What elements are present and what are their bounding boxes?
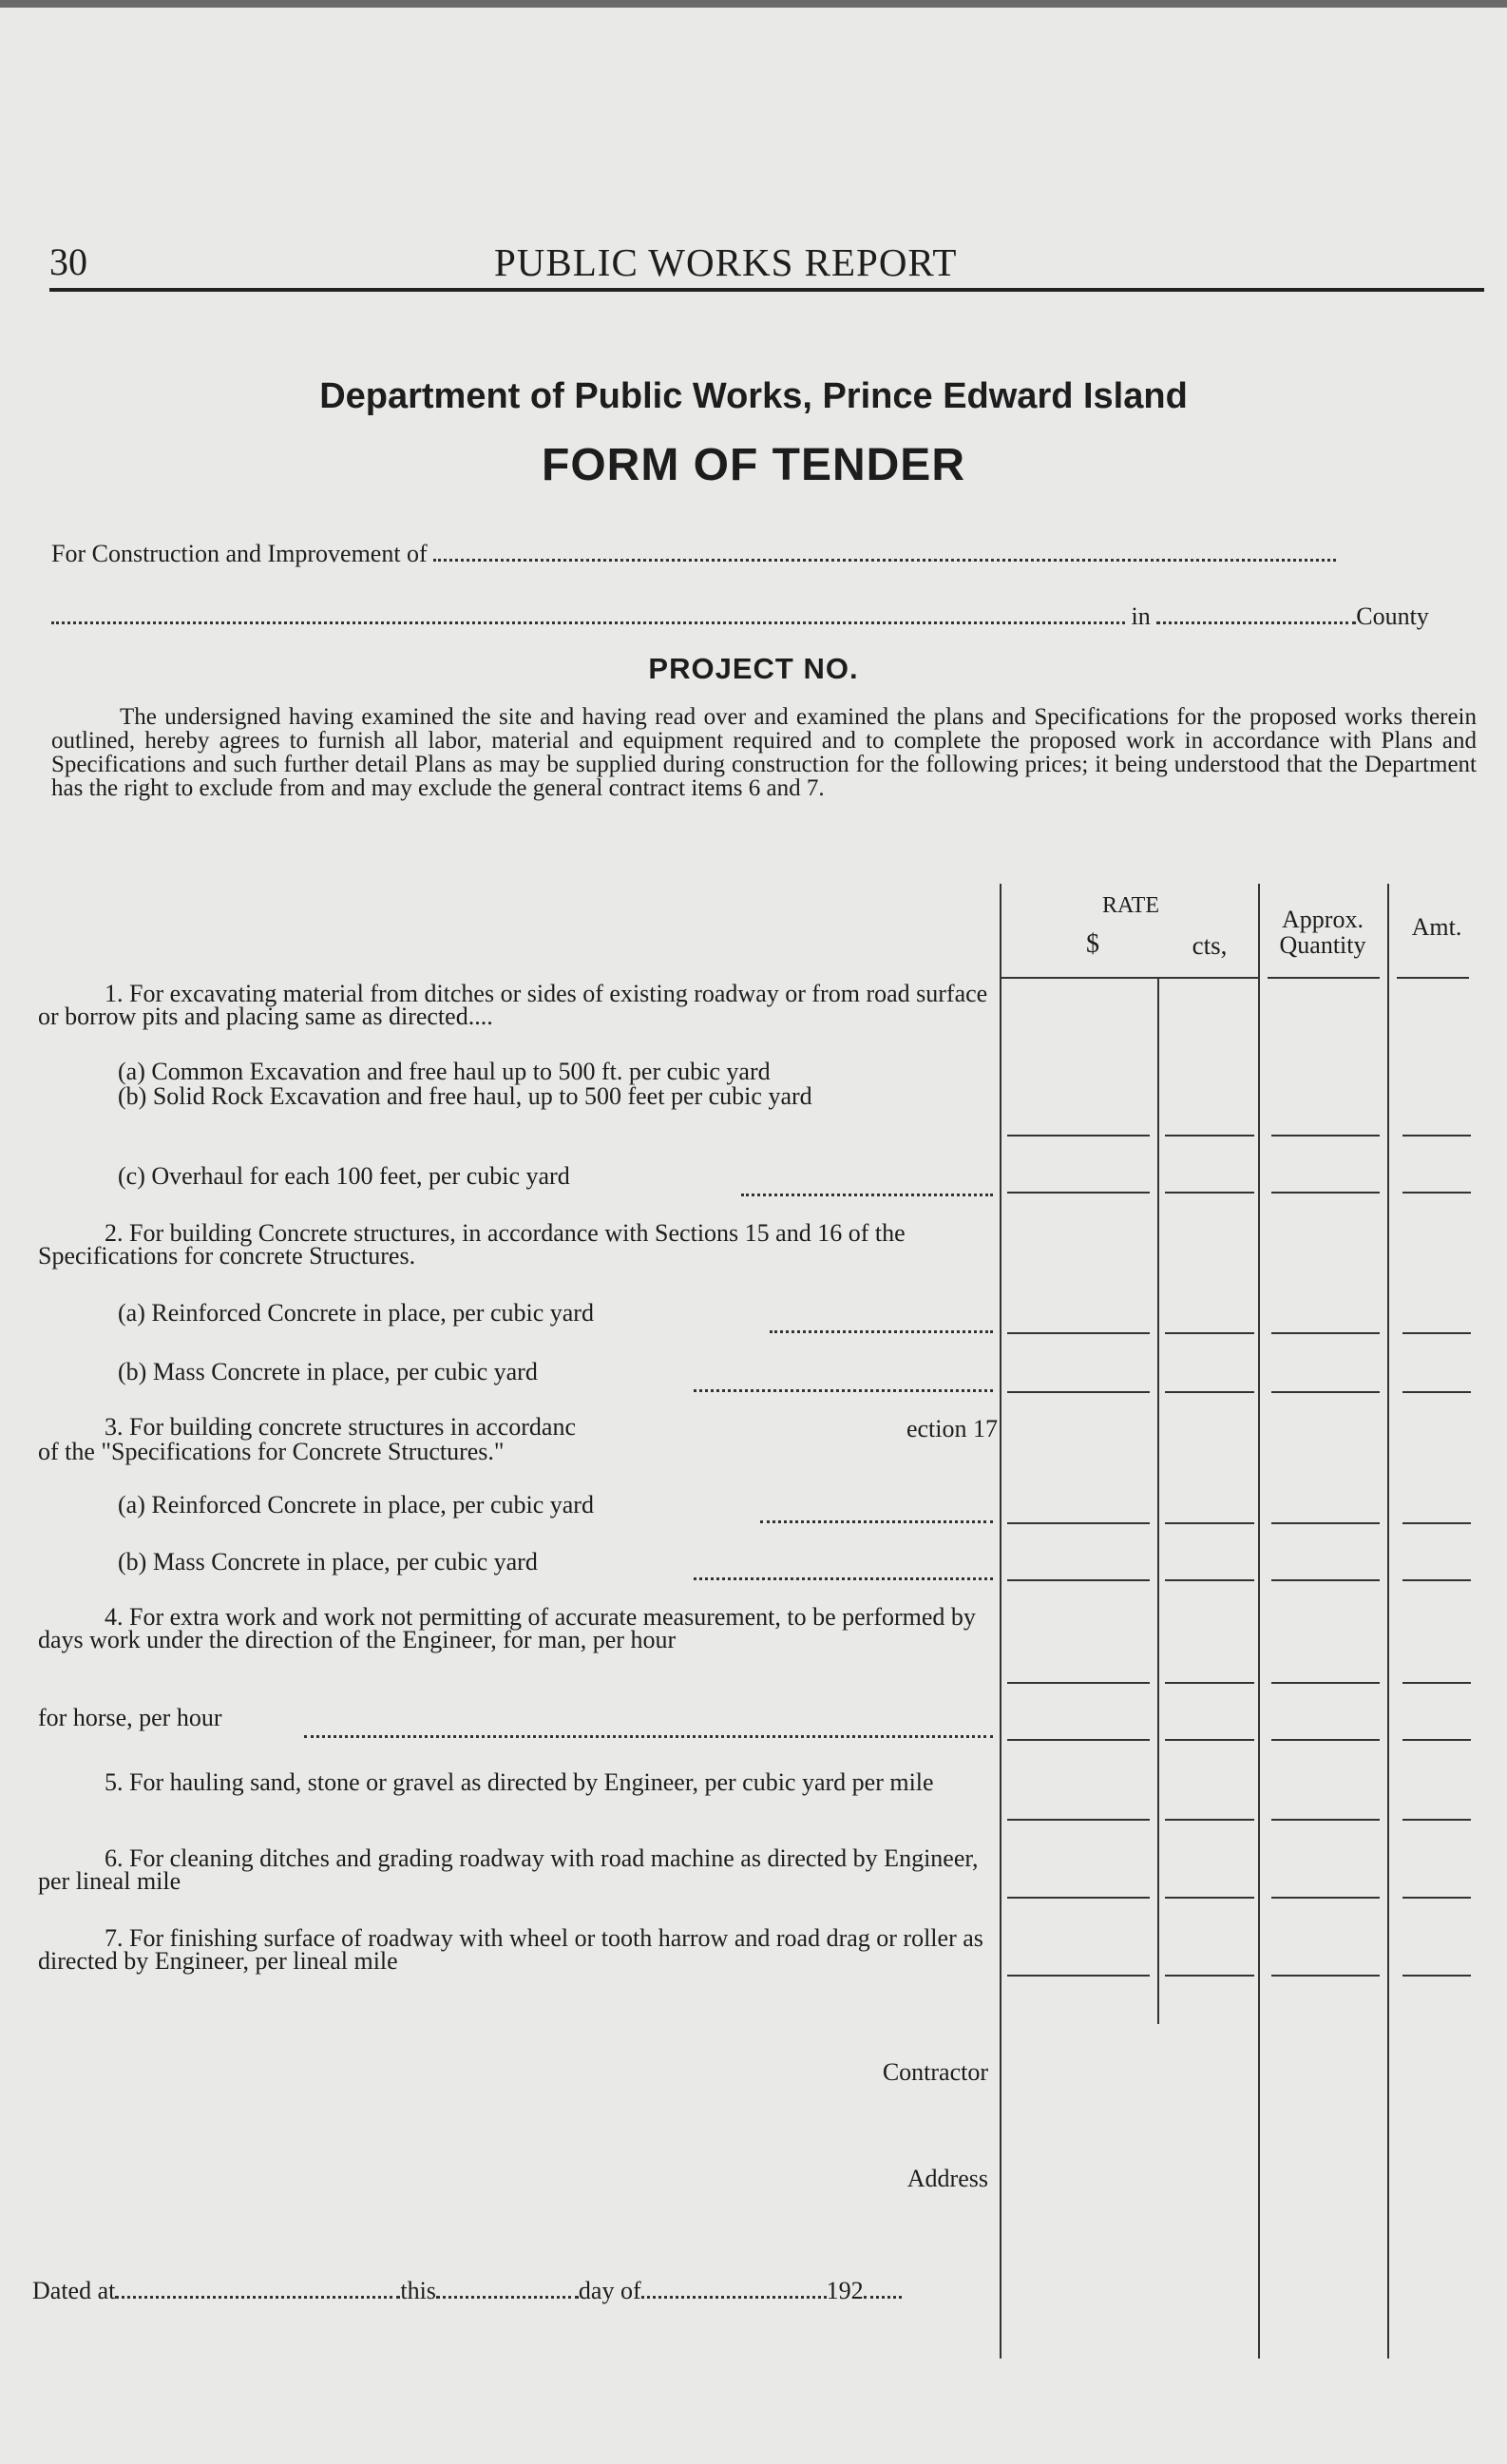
form-title: FORM OF TENDER bbox=[542, 440, 965, 490]
row-6-dollars-blank[interactable] bbox=[1007, 1897, 1150, 1899]
row-1c-cents-blank[interactable] bbox=[1165, 1192, 1254, 1194]
row-3b-quantity-blank[interactable] bbox=[1271, 1579, 1380, 1581]
location-blank[interactable] bbox=[51, 602, 1125, 624]
quantity-header-rule bbox=[1268, 977, 1380, 979]
item-2a: (a) Reinforced Concrete in place, per cubic yard bbox=[118, 1299, 594, 1327]
day-of-label: day of bbox=[578, 2277, 641, 2304]
approx-header-line-2: Quantity bbox=[1279, 931, 1366, 959]
approx-header bbox=[1260, 907, 1385, 958]
item-1a: (a) Common Excavation and free haul up to 500 ft. per cubic yard bbox=[118, 1058, 771, 1085]
item-3-section: ection 17 bbox=[906, 1415, 998, 1442]
item-1b: (b) Solid Rock Excavation and free haul, up to 500 feet per cubic yard bbox=[118, 1082, 812, 1110]
row-3b-dollars-blank[interactable] bbox=[1007, 1579, 1150, 1581]
rate-header-rule bbox=[1001, 977, 1258, 979]
row-3a-quantity-blank[interactable] bbox=[1271, 1522, 1380, 1524]
row-2b-dollars-blank[interactable] bbox=[1007, 1391, 1150, 1393]
row-4b-cents-blank[interactable] bbox=[1165, 1739, 1254, 1741]
row-1c-quantity-blank[interactable] bbox=[1271, 1192, 1380, 1194]
quantity-column-right-rule bbox=[1387, 884, 1389, 2359]
location-line bbox=[51, 602, 1429, 631]
item-3: 3. For building concrete structures in accordanc bbox=[105, 1413, 576, 1441]
row-7-cents-blank[interactable] bbox=[1165, 1975, 1254, 1977]
row-4-dollars-blank[interactable] bbox=[1007, 1682, 1150, 1684]
row-1c-dollars-blank[interactable] bbox=[1007, 1192, 1150, 1194]
in-label: in bbox=[1131, 602, 1151, 630]
row-2a-amount-blank[interactable] bbox=[1402, 1332, 1471, 1334]
item-7: 7. For finishing surface of roadway with wheel or tooth harrow and road drag or roller as directed by Engineer, per lineal mile bbox=[38, 1924, 983, 1975]
row-4b-quantity-blank[interactable] bbox=[1271, 1739, 1380, 1741]
row-3a-cents-blank[interactable] bbox=[1165, 1522, 1254, 1524]
item-5: 5. For hauling sand, stone or gravel as directed by Engineer, per cubic yard per mile bbox=[105, 1768, 934, 1796]
row-4b-dollars-blank[interactable] bbox=[1007, 1739, 1150, 1741]
item-2b-leader bbox=[694, 1389, 993, 1392]
item-4b-leader bbox=[304, 1735, 993, 1738]
row-7-amount-blank[interactable] bbox=[1402, 1975, 1471, 1977]
item-4: 4. For extra work and work not permitting of accurate measurement, to be performed by days work under the direction of the Engineer, for man, per hour bbox=[38, 1603, 976, 1653]
row-5-amount-blank[interactable] bbox=[1402, 1819, 1471, 1821]
cents-header: cts, bbox=[1192, 931, 1228, 960]
row-4-quantity-blank[interactable] bbox=[1271, 1682, 1380, 1684]
item-2a-leader bbox=[770, 1330, 993, 1333]
dated-line bbox=[32, 2277, 902, 2305]
row-6-cents-blank[interactable] bbox=[1165, 1897, 1254, 1899]
for-construction-label: For Construction and Improvement of bbox=[51, 540, 428, 567]
year-label: 192 bbox=[826, 2277, 864, 2304]
county-label: County bbox=[1356, 602, 1429, 630]
row-3a-dollars-blank[interactable] bbox=[1007, 1522, 1150, 1524]
row-2b-amount-blank[interactable] bbox=[1402, 1391, 1471, 1393]
row-2b-quantity-blank[interactable] bbox=[1271, 1391, 1380, 1393]
row-2b-cents-blank[interactable] bbox=[1165, 1391, 1254, 1393]
row-6-quantity-blank[interactable] bbox=[1271, 1897, 1380, 1899]
item-2b: (b) Mass Concrete in place, per cubic yard bbox=[118, 1358, 538, 1385]
rate-header: RATE bbox=[1102, 893, 1159, 918]
row-4-cents-blank[interactable] bbox=[1165, 1682, 1254, 1684]
this-label: this bbox=[400, 2277, 436, 2304]
row-5-cents-blank[interactable] bbox=[1165, 1819, 1254, 1821]
address-label: Address bbox=[906, 2165, 988, 2192]
project-number-label: PROJECT NO. bbox=[648, 652, 859, 685]
approx-header-line-1: Approx. bbox=[1282, 906, 1364, 933]
row-5-quantity-blank[interactable] bbox=[1271, 1819, 1380, 1821]
project-name-blank[interactable] bbox=[433, 540, 1336, 562]
row-3b-cents-blank[interactable] bbox=[1165, 1579, 1254, 1581]
row-5-dollars-blank[interactable] bbox=[1007, 1819, 1150, 1821]
rate-column-left-rule bbox=[1000, 884, 1001, 2359]
month-blank[interactable] bbox=[641, 2277, 827, 2299]
day-blank[interactable] bbox=[436, 2277, 579, 2299]
item-3b-leader bbox=[694, 1577, 993, 1580]
row-1b-quantity-blank[interactable] bbox=[1271, 1135, 1380, 1136]
for-construction-line bbox=[51, 540, 1336, 568]
row-7-quantity-blank[interactable] bbox=[1271, 1975, 1380, 1977]
intro-paragraph: The undersigned having examined the site and having read over and examined the plans and Specifications for the proposed works therein outlined, hereby agrees to furnish all labor, material and equipment required and to complete the proposed work in accordance with Plans and Specifications and such further detail Plans as may be supplied during construction for the following prices; it being understood that the Department has the right to exclude from and may exclude the general contract items 6 and 7. bbox=[51, 704, 1477, 801]
dated-at-blank[interactable] bbox=[115, 2277, 400, 2299]
department-heading: Department of Public Works, Prince Edward Island bbox=[319, 376, 1188, 416]
amount-header-rule bbox=[1397, 977, 1469, 979]
dated-at-label: Dated at bbox=[32, 2277, 116, 2304]
row-2a-dollars-blank[interactable] bbox=[1007, 1332, 1150, 1334]
row-1b-dollars-blank[interactable] bbox=[1007, 1135, 1150, 1136]
amount-header: Amt. bbox=[1411, 913, 1462, 941]
running-title: PUBLIC WORKS REPORT bbox=[494, 240, 958, 284]
page-top-edge bbox=[0, 0, 1507, 8]
row-1b-amount-blank[interactable] bbox=[1402, 1135, 1471, 1136]
dollars-cents-divider bbox=[1157, 979, 1159, 2024]
contractor-label: Contractor bbox=[882, 2058, 988, 2086]
row-6-amount-blank[interactable] bbox=[1402, 1897, 1471, 1899]
county-blank[interactable] bbox=[1156, 602, 1356, 624]
year-blank[interactable] bbox=[864, 2277, 902, 2299]
item-3a: (a) Reinforced Concrete in place, per cubic yard bbox=[118, 1491, 594, 1519]
item-4b: for horse, per hour bbox=[38, 1704, 222, 1731]
item-3-continuation: of the "Specifications for Concrete Structures." bbox=[38, 1438, 505, 1465]
row-2a-cents-blank[interactable] bbox=[1165, 1332, 1254, 1334]
row-2a-quantity-blank[interactable] bbox=[1271, 1332, 1380, 1334]
dollars-header: $ bbox=[1086, 929, 1099, 959]
item-2: 2. For building Concrete structures, in accordance with Sections 15 and 16 of the Specifications for concrete Structures. bbox=[38, 1219, 906, 1270]
item-1c: (c) Overhaul for each 100 feet, per cubic yard bbox=[118, 1162, 570, 1190]
item-1c-leader bbox=[741, 1194, 993, 1196]
item-3b: (b) Mass Concrete in place, per cubic yard bbox=[118, 1548, 538, 1576]
item-3a-leader bbox=[760, 1520, 993, 1523]
header-rule bbox=[49, 288, 1484, 292]
row-3a-amount-blank[interactable] bbox=[1402, 1522, 1471, 1524]
rate-column-right-rule bbox=[1258, 884, 1260, 2359]
page-number: 30 bbox=[49, 240, 87, 283]
row-4b-amount-blank[interactable] bbox=[1402, 1739, 1471, 1741]
row-4-amount-blank[interactable] bbox=[1402, 1682, 1471, 1684]
item-1: 1. For excavating material from ditches or sides of existing roadway or from road surface or borrow pits and placing same as directed.... bbox=[38, 980, 988, 1030]
row-1c-amount-blank[interactable] bbox=[1402, 1192, 1471, 1194]
row-7-dollars-blank[interactable] bbox=[1007, 1975, 1150, 1977]
row-1b-cents-blank[interactable] bbox=[1165, 1135, 1254, 1136]
row-3b-amount-blank[interactable] bbox=[1402, 1579, 1471, 1581]
item-6: 6. For cleaning ditches and grading roadway with road machine as directed by Engineer, per lineal mile bbox=[38, 1844, 979, 1895]
